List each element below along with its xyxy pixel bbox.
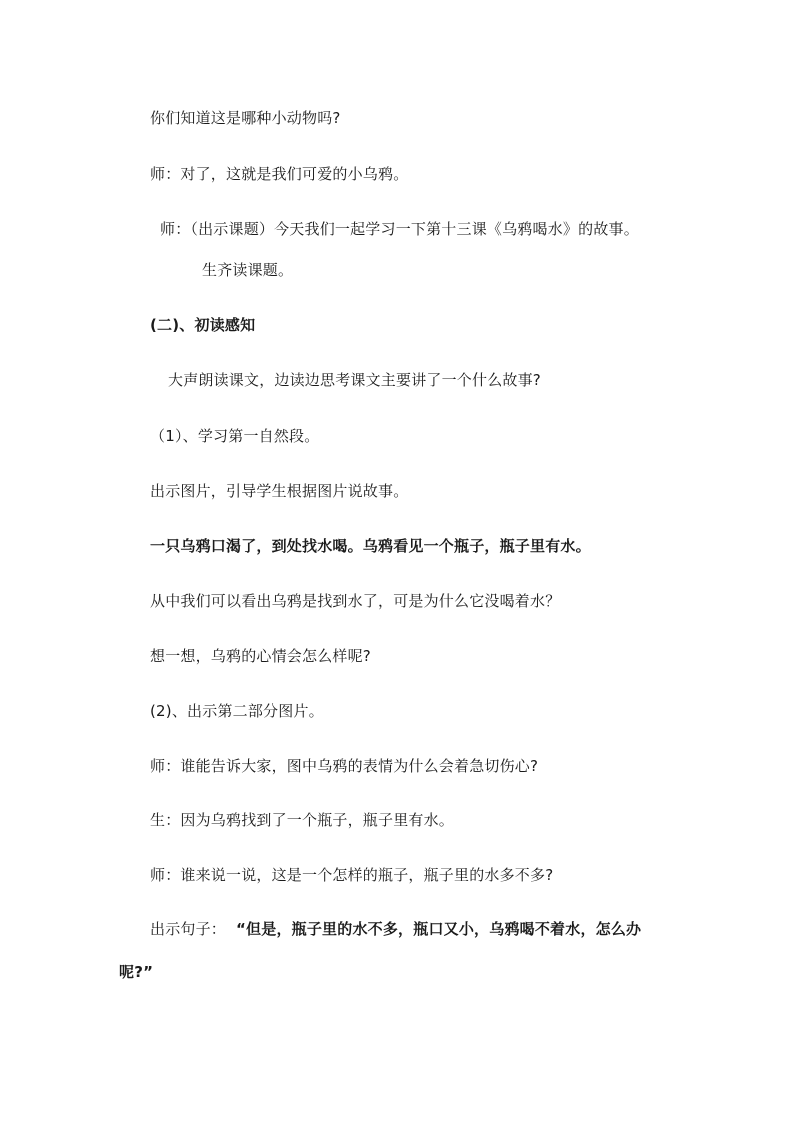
paragraph-12: 生：因为乌鸦找到了一个瓶子，瓶子里有水。 — [150, 811, 455, 829]
paragraph-5: 大声朗读课文，边读边思考课文主要讲了一个什么故事? — [168, 371, 541, 389]
paragraph-8: 从中我们可以看出乌鸦是找到水了，可是为什么它没喝着水？ — [150, 592, 561, 610]
paragraph-6: （1）、学习第一自然段。 — [150, 427, 320, 445]
quote-intro: 出示句子： — [150, 920, 227, 938]
paragraph-3: 师：（出示课题）今天我们一起学习一下第十三课《乌鸦喝水》的故事。 — [160, 220, 639, 238]
section-heading: (二)、初读感知 — [150, 316, 256, 334]
paragraph-2: 师：对了，这就是我们可爱的小乌鸦。 — [150, 165, 409, 183]
paragraph-1: 你们知道这是哪种小动物吗? — [150, 109, 341, 127]
paragraph-7: 出示图片，引导学生根据图片说故事。 — [150, 482, 409, 500]
paragraph-11: 师：谁能告诉大家，图中乌鸦的表情为什么会着急切伤心? — [150, 757, 539, 775]
story-sentence: 一只乌鸦口渴了，到处找水喝。乌鸦看见一个瓶子，瓶子里有水。 — [150, 537, 591, 555]
quote-sentence: “但是，瓶子里的水不多，瓶口又小，乌鸦喝不着水，怎么办 — [236, 920, 642, 938]
quote-sentence-end: 呢?” — [119, 963, 154, 981]
paragraph-10: (2)、出示第二部分图片。 — [150, 702, 324, 720]
paragraph-4: 生齐读课题。 — [202, 261, 294, 279]
paragraph-13: 师：谁来说一说，这是一个怎样的瓶子，瓶子里的水多不多? — [150, 866, 554, 884]
paragraph-9: 想一想，乌鸦的心情会怎么样呢? — [150, 647, 371, 665]
